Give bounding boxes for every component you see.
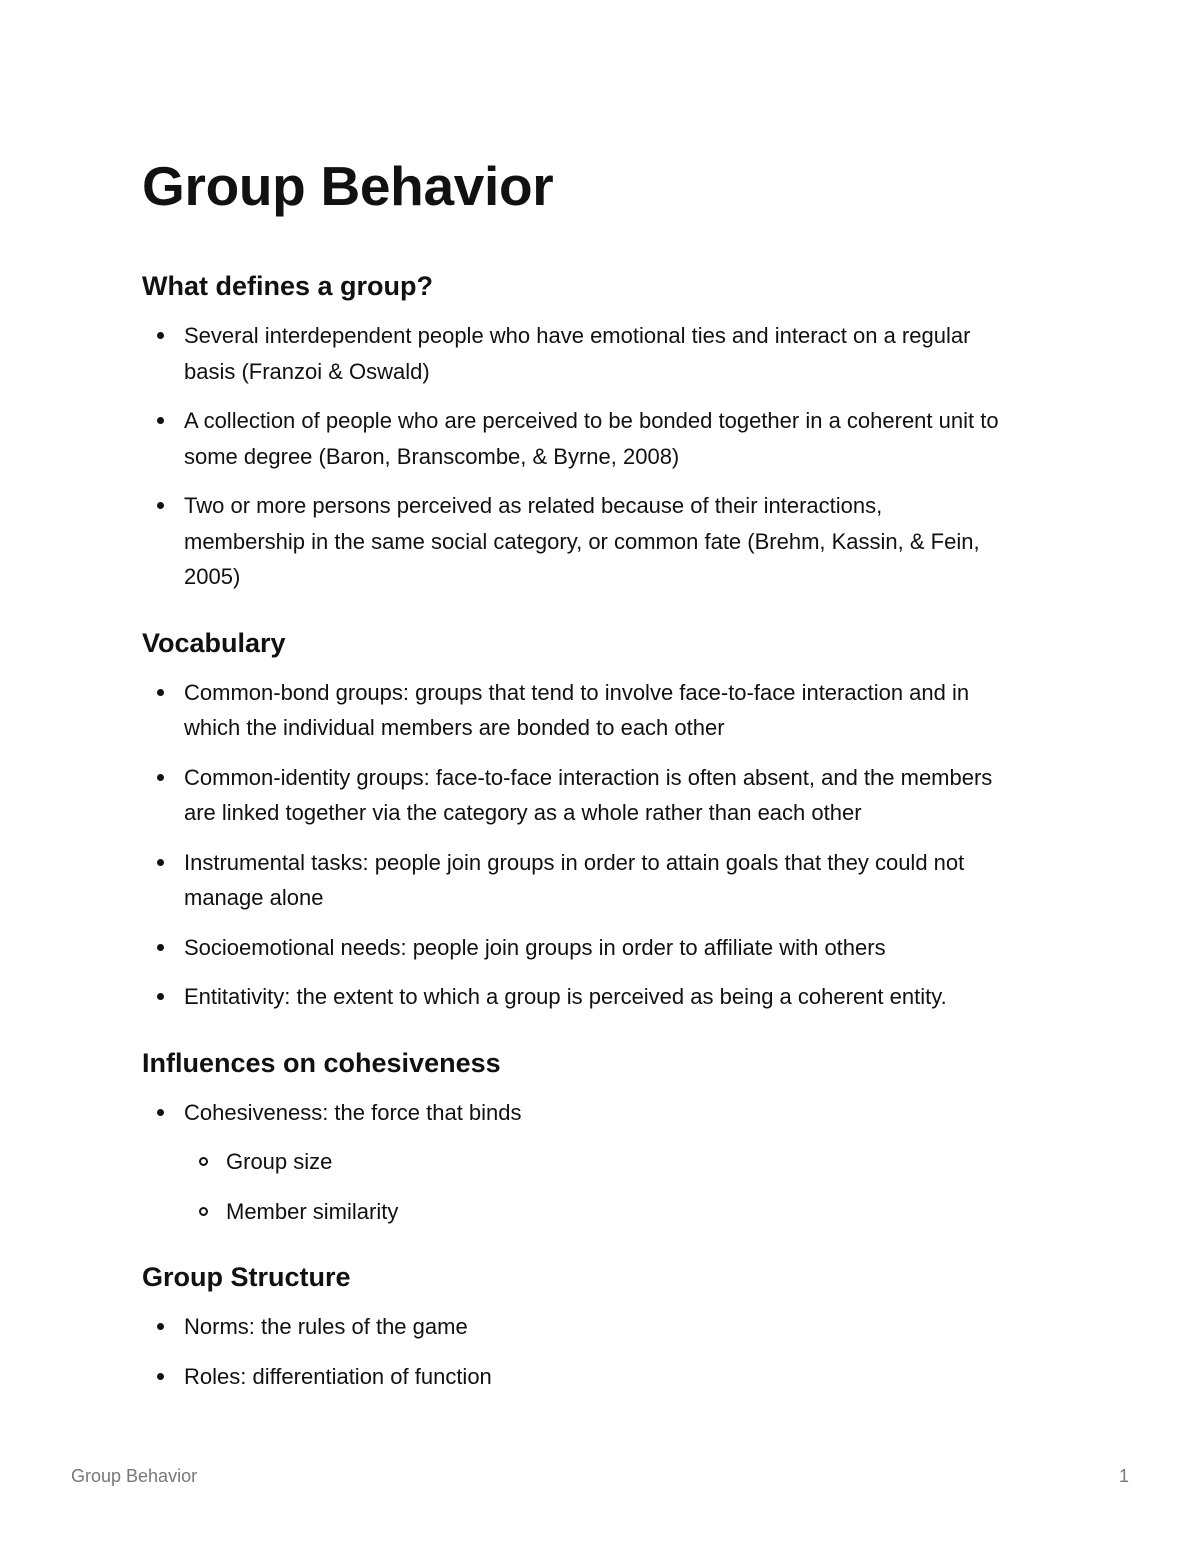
list-item-line: Several interdependent people who have emotional ties and interact on a regular — [184, 323, 971, 348]
bullet-icon — [157, 774, 164, 781]
footer-page-number: 1 — [1119, 1466, 1130, 1486]
list-item-line: Common-bond groups: groups that tend to involve face-to-face interaction and in — [184, 679, 970, 705]
section-heading-vocabulary: Vocabulary — [142, 627, 286, 658]
list-item — [142, 930, 1072, 966]
sub-list-item — [142, 1194, 1072, 1230]
sub-list-item-text: Group size — [226, 1149, 333, 1174]
page-title: Group Behavior — [142, 155, 554, 217]
list-item-line: Common-identity groups: face-to-face interaction is often absent, and the members — [184, 764, 993, 790]
list-item — [142, 1359, 1072, 1395]
vocabulary-list — [142, 675, 1072, 1015]
sub-list-item — [142, 1144, 1072, 1180]
list-item — [142, 760, 1072, 831]
section-heading-structure: Group Structure — [142, 1262, 351, 1292]
list-item-line: Instrumental tasks: people join groups in order to attain goals that they could not — [184, 849, 965, 875]
list-item-line: some degree (Baron, Branscombe, & Byrne, 2008) — [184, 443, 680, 469]
list-item-line: Socioemotional needs: people join groups in order to affiliate with others — [184, 934, 886, 960]
section-heading-definitions: What defines a group? — [142, 271, 434, 301]
list-item — [142, 979, 1072, 1015]
bullet-icon — [157, 417, 164, 424]
list-item — [142, 845, 1072, 916]
list-item-line: membership in the same social category, or common fate (Brehm, Kassin, & Fein, — [184, 528, 980, 554]
list-item-line: Norms: the rules of the game — [184, 1314, 468, 1339]
list-item — [142, 1095, 1072, 1131]
bullet-icon — [157, 944, 164, 951]
list-item-line: A collection of people who are perceived to be bonded together in a coherent unit to — [184, 408, 999, 433]
list-item — [142, 1309, 1072, 1345]
bullet-icon — [157, 689, 164, 696]
list-item — [142, 318, 1072, 389]
list-item — [142, 675, 1072, 746]
list-item-line: which the individual members are bonded to each other — [184, 715, 725, 740]
bullet-icon — [157, 1323, 164, 1330]
list-item-line: manage alone — [184, 885, 324, 910]
definitions-list — [142, 318, 1072, 595]
hollow-bullet-icon — [199, 1207, 208, 1216]
sub-list-item-text: Member similarity — [226, 1198, 399, 1224]
list-item — [142, 488, 1072, 595]
cohesiveness-list — [142, 1095, 1072, 1230]
list-item-line: Two or more persons perceived as related because of their interactions, — [184, 493, 883, 518]
bullet-icon — [157, 1109, 164, 1116]
footer-document-name: Group Behavior — [71, 1466, 198, 1486]
hollow-bullet-icon — [199, 1157, 208, 1166]
bullet-icon — [157, 859, 164, 866]
list-item — [142, 403, 1072, 474]
list-item-line: 2005) — [184, 564, 241, 589]
list-item-line: Cohesiveness: the force that binds — [184, 1099, 522, 1125]
section-heading-cohesiveness: Influences on cohesiveness — [142, 1047, 501, 1078]
bullet-icon — [157, 502, 164, 509]
list-item-line: Entitativity: the extent to which a group is perceived as being a coherent entity. — [184, 984, 947, 1009]
bullet-icon — [157, 1373, 164, 1380]
bullet-icon — [157, 993, 164, 1000]
structure-list — [142, 1309, 1072, 1394]
list-item-line: Roles: differentiation of function — [184, 1363, 492, 1389]
bullet-icon — [157, 332, 164, 339]
document-page — [142, 142, 1072, 1394]
list-item-line: are linked together via the category as a whole rather than each other — [184, 800, 862, 825]
list-item-line: basis (Franzoi & Oswald) — [184, 358, 430, 384]
